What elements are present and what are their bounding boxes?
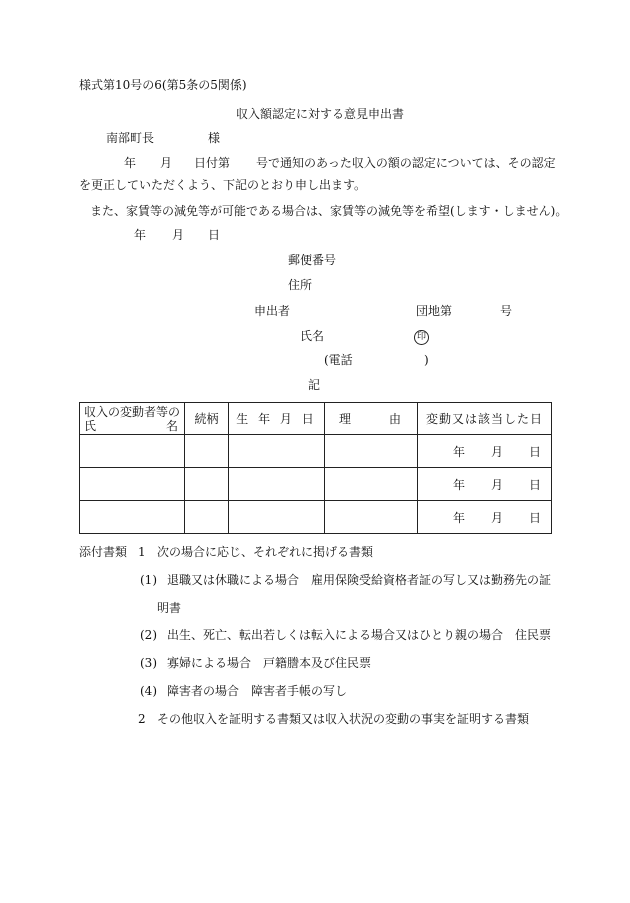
col-header-name: 収入の変動者等の 氏 名 [80,403,185,435]
applicant-label: 申出者 [254,304,291,318]
attachment-sub1-num: (1) [140,573,157,587]
cell-dob[interactable] [229,468,325,501]
para2: また、家賃等の減免等が可能である場合は、家賃等の減免等を希望(します・しません)。 [90,204,568,218]
cell-dob[interactable] [229,501,325,534]
cell-dob[interactable] [229,435,325,468]
seal-mark [414,328,429,345]
cell-change-date[interactable]: 年 月 日 [418,435,552,468]
table-header-row [80,403,552,435]
complex-suffix: 号 [500,304,513,318]
cell-name[interactable] [80,468,185,501]
addressee: 南部町長 [106,131,155,145]
phone-open: (電話 [324,353,353,367]
phone-close: ) [424,353,429,367]
date-month: 月 [172,228,185,242]
cell-relation[interactable] [185,501,229,534]
cell-relation[interactable] [185,468,229,501]
attachments-heading: 添付書類 [79,545,128,559]
address-label: 住所 [288,278,313,292]
table-row [80,435,552,468]
para1-day-no: 日付第 [194,156,231,170]
addressee-honorific: 様 [208,131,221,145]
attachment-item1-num: 1 [138,545,146,559]
cell-name[interactable] [80,501,185,534]
cell-change-date[interactable]: 年 月 日 [418,468,552,501]
cell-relation[interactable] [185,435,229,468]
date-year: 年 [134,228,147,242]
col-header-change-date: 変動又は該当した日 [418,403,552,435]
attachment-sub2-text: 出生、死亡、転出若しくは転入による場合又はひとり親の場合 住民票 [167,628,552,642]
form-number: 様式第10号の6(第5条の5関係) [79,78,247,92]
name-label: 氏名 [300,329,325,343]
attachment-sub1-cont: 明書 [157,601,182,615]
attachment-sub4-num: (4) [140,684,157,698]
seal-icon: 印 [414,330,429,345]
attachment-item2-text: その他収入を証明する書類又は収入状況の変動の事実を証明する書類 [157,712,530,726]
col-header-relation: 続柄 [185,403,229,435]
attachment-sub3-text: 寡婦による場合 戸籍謄本及び住民票 [167,656,372,670]
attachment-sub1-text: 退職又は休職による場合 雇用保険受給資格者証の写し又は勤務先の証 [167,573,552,587]
col-header-reason: 理 由 [325,403,418,435]
attachment-item1-text: 次の場合に応じ、それぞれに掲げる書類 [157,545,374,559]
attachment-sub3-num: (3) [140,656,157,670]
para1-tail: 号で通知のあった収入の額の認定については、その認定 [256,156,556,170]
table-row [80,501,552,534]
postal-label: 郵便番号 [288,253,337,267]
cell-reason[interactable] [325,435,418,468]
col-header-dob: 生 年 月 日 [229,403,325,435]
cell-reason[interactable] [325,501,418,534]
attachment-item2-num: 2 [138,712,146,726]
para1-line2: を更正していただくよう、下記のとおり申し出ます。 [79,178,367,192]
attachment-sub4-text: 障害者の場合 障害者手帳の写し [167,684,348,698]
cell-name[interactable] [80,435,185,468]
attachment-sub2-num: (2) [140,628,157,642]
date-day: 日 [208,228,221,242]
cell-reason[interactable] [325,468,418,501]
para1-year: 年 [124,156,137,170]
ki-label: 記 [308,378,321,392]
document-title: 収入額認定に対する意見申出書 [236,107,405,121]
cell-change-date[interactable]: 年 月 日 [418,501,552,534]
income-change-table [79,402,552,534]
complex-label: 団地第 [416,304,453,318]
table-row [80,468,552,501]
para1-month: 月 [160,156,173,170]
